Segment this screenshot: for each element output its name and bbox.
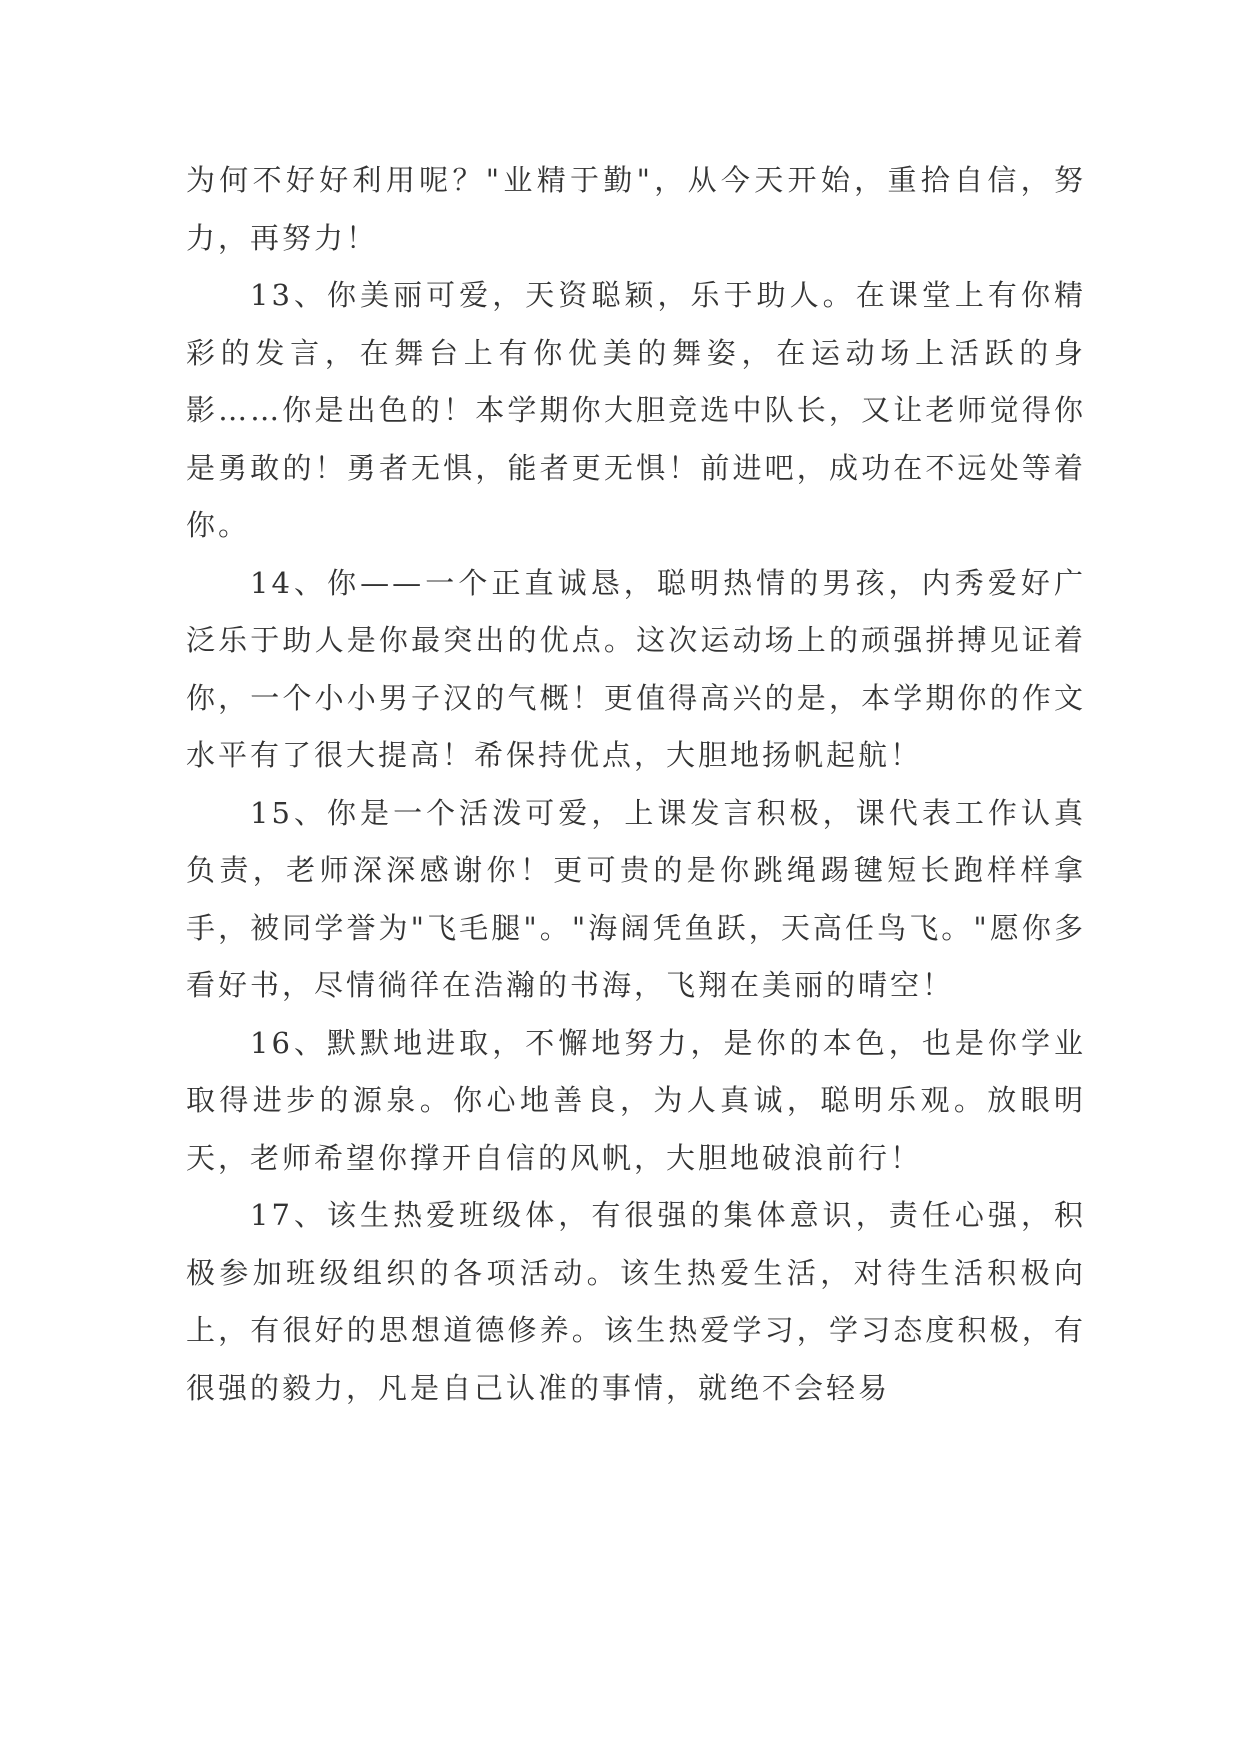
paragraph-comment-16: 16、默默地进取，不懈地努力，是你的本色，也是你学业取得进步的源泉。你心地善良，为人真诚，聪明乐观。放眼明天，老师希望你撑开自信的风帆，大胆地破浪前行！ bbox=[186, 1025, 1086, 1175]
paragraph-comment-15: 15、你是一个活泼可爱，上课发言积极，课代表工作认真负责，老师深深感谢你！更可贵的是你跳绳踢毽短长跑样样拿手，被同学誉为"飞毛腿"。"海阔凭鱼跃，天高任鸟飞。"愿你多看好书，尽情徜徉在浩瀚的书海，飞翔在美丽的晴空！ bbox=[186, 795, 1086, 1002]
paragraph-comment-13: 13、你美丽可爱，天资聪颖，乐于助人。在课堂上有你精彩的发言，在舞台上有你优美的舞姿，在运动场上活跃的身影……你是出色的！本学期你大胆竞选中队长，又让老师觉得你是勇敢的！勇者无惧，能者更无惧！前进吧，成功在不远处等着你。 bbox=[186, 278, 1086, 542]
document-body bbox=[186, 152, 1086, 1417]
paragraph-continuation: 为何不好好利用呢？"业精于勤"，从今天开始，重拾自信，努力，再努力！ bbox=[186, 163, 1086, 255]
paragraph-comment-17: 17、该生热爱班级体，有很强的集体意识，责任心强，积极参加班级组织的各项活动。该生热爱生活，对待生活积极向上，有很好的思想道德修养。该生热爱学习，学习态度积极，有很强的毅力，凡是自己认准的事情，就绝不会轻易 bbox=[186, 1198, 1086, 1405]
paragraph-comment-14: 14、你——一个正直诚恳，聪明热情的男孩，内秀爱好广泛乐于助人是你最突出的优点。这次运动场上的顽强拼搏见证着你，一个小小男子汉的气概！更值得高兴的是，本学期你的作文水平有了很大提高！希保持优点，大胆地扬帆起航！ bbox=[186, 565, 1086, 772]
